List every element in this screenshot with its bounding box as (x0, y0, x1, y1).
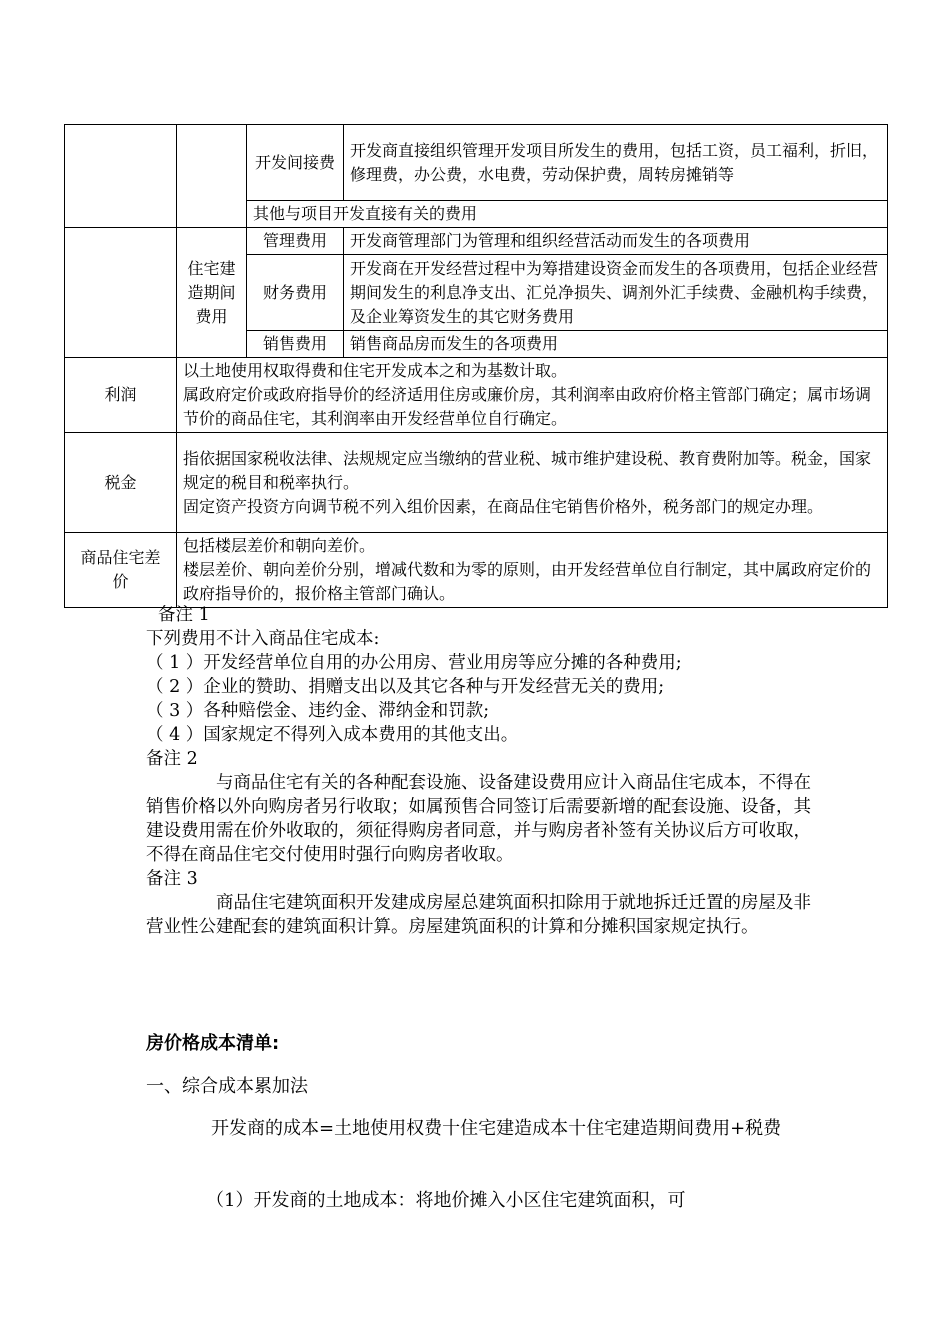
note1-item: （ 1 ）开发经营单位自用的办公用房、营业用房等应分摊的各种费用; (146, 653, 682, 673)
empty-cell (177, 125, 247, 228)
note2-title: 备注 2 (146, 749, 198, 769)
other-cost-desc: 其他与项目开发直接有关的费用 (247, 201, 888, 228)
indirect-cost-label: 开发间接费 (247, 125, 344, 201)
profit-line-1: 以土地使用权取得费和住宅开发成本之和为基数计取。 (183, 361, 568, 380)
empty-cell (65, 125, 177, 228)
tax-label: 税金 (65, 433, 177, 533)
finance-cost-label: 财务费用 (247, 255, 344, 331)
price-diff-line-2: 楼层差价、朝向差价分别，增减代数和为零的原则，由开发经营单位自行制定，其中属政府定价的政府指导价的，报价格主管部门确认。 (183, 560, 872, 603)
cost-list-heading: 房价格成本清单: (146, 1033, 280, 1054)
note1-title: 备注 1 (158, 605, 210, 625)
cost-table (64, 124, 888, 608)
cost-formula-paragraph: 开发商的成本=土地使用权费十住宅建造成本十住宅建造期间费用+税费 (211, 1118, 782, 1139)
price-diff-line-1: 包括楼层差价和朝向差价。 (183, 536, 376, 555)
price-diff-label: 商品住宅差价 (65, 533, 177, 608)
note1-item: （ 4 ）国家规定不得列入成本费用的其他支出。 (146, 725, 519, 745)
finance-cost-desc: 开发商在开发经营过程中为筹措建设资金而发生的各项费用，包括企业经营期间发生的利息净支出、汇兑净损失、调剂外汇手续费、金融机构手续费，及企业筹资发生的其它财务费用 (344, 255, 888, 331)
price-diff-desc (177, 533, 888, 608)
mgmt-cost-label: 管理费用 (247, 228, 344, 255)
note1-item: （ 2 ）企业的赞助、捐赠支出以及其它各种与开发经营无关的费用; (146, 677, 665, 697)
mgmt-cost-desc: 开发商管理部门为管理和组织经营活动而发生的各项费用 (344, 228, 888, 255)
section-title: 一、综合成本累加法 (146, 1076, 308, 1097)
indirect-cost-desc: 开发商直接组织管理开发项目所发生的费用，包括工资，员工福利，折旧，修理费，办公费，水电费，劳动保护费，周转房摊销等 (344, 125, 888, 201)
profit-line-2: 属政府定价或政府指导价的经济适用住房或廉价房，其利润率由政府价格主管部门确定；属市场调节价的商品住宅，其利润率由开发经营单位自行确定。 (183, 385, 872, 428)
tax-desc (177, 433, 888, 533)
empty-cell (65, 228, 177, 358)
note1-item: （ 3 ）各种赔偿金、违约金、滞纳金和罚款; (146, 701, 490, 721)
tax-line-1: 指依据国家税收法律、法规规定应当缴纳的营业税、城市维护建设税、教育费附加等。税金，国家规定的税目和税率执行。 (183, 448, 872, 492)
tax-line-2: 固定资产投资方向调节税不列入组价因素，在商品住宅销售价格外，税务部门的规定办理。 (183, 496, 824, 516)
land-cost-paragraph: （1）开发商的土地成本：将地价摊入小区住宅建筑面积，可 (206, 1190, 686, 1211)
notes-section (146, 603, 814, 939)
note3-title: 备注 3 (146, 869, 198, 889)
note1-intro: 下列费用不计入商品住宅成本: (146, 629, 380, 649)
period-cost-label: 住宅建造期间费用 (177, 228, 247, 358)
note2-text: 与商品住宅有关的各种配套设施、设备建设费用应计入商品住宅成本，不得在销售价格以外向购房者另行收取；如属预售合同签订后需要新增的配套设施、设备，其建设费用需在价外收取的，须征得购房者同意，并与购房者补签有关协议后方可收取，不得在商品住宅交付使用时强行向购房者收取。 (146, 773, 811, 865)
sales-cost-desc: 销售商品房而发生的各项费用 (344, 331, 888, 358)
sales-cost-label: 销售费用 (247, 331, 344, 358)
note3-text: 商品住宅建筑面积开发建成房屋总建筑面积扣除用于就地拆迁迁置的房屋及非营业性公建配套的建筑面积计算。房屋建筑面积的计算和分摊积国家规定执行。 (146, 893, 811, 937)
profit-desc (177, 358, 888, 433)
profit-label: 利润 (65, 358, 177, 433)
